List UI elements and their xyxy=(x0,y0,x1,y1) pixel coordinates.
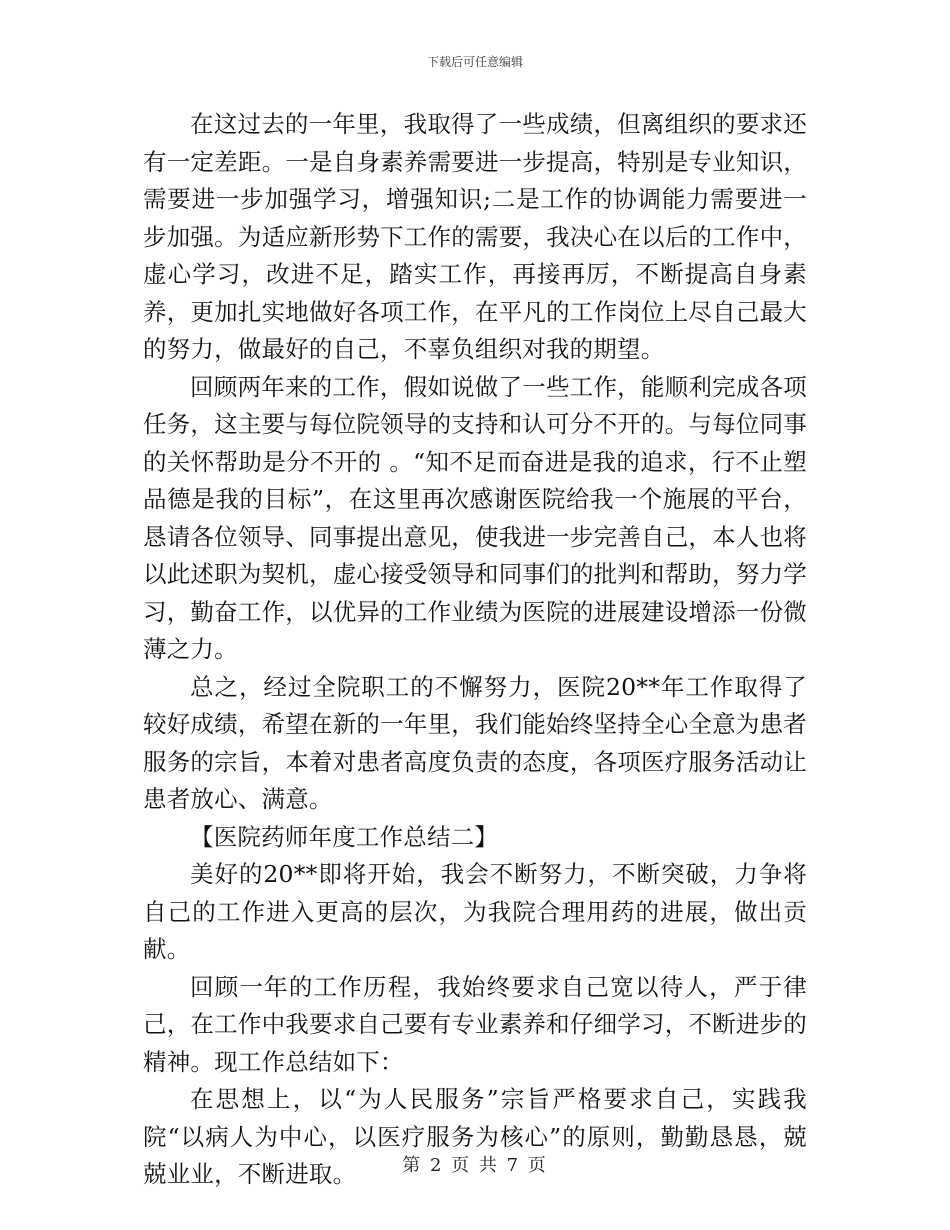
paragraph-self-assessment: 在这过去的一年里，我取得了一些成绩，但离组织的要求还有一定差距。一是自身素养需要进一步提高，特别是专业知识，需要进一步加强学习，增强知识;二是工作的协调能力需要进一步加强。为适应新形势下工作的需要，我决心在以后的工作中，虚心学习，改进不足，踏实工作，再接再厉，不断提高自身素养，更加扎实地做好各项工作，在平凡的工作岗位上尽自己最大的努力，做最好的自己，不辜负组织对我的期望。 xyxy=(143,110,807,363)
paragraph-review-one-year: 回顾一年的工作历程，我始终要求自己宽以待人，严于律己，在工作中我要求自己要有专业素养和仔细学习，不断进步的精神。现工作总结如下： xyxy=(143,972,807,1076)
paragraph-ideology: 在思想上，以“为人民服务”宗旨严格要求自己，实践我院“以病人为中心，以医疗服务为核心”的原则，勤勤恳恳，兢兢业业，不断进取。 xyxy=(143,1085,807,1188)
page-header: 下载后可任意编辑 xyxy=(426,55,523,69)
paragraph-new-year: 美好的20**即将开始，我会不断努力，不断突破，力争将自己的工作进入更高的层次，为我院合理用药的进展，做出贡献。 xyxy=(143,860,807,963)
paragraph-conclusion: 总之，经过全院职工的不懈努力，医院20**年工作取得了较好成绩，希望在新的一年里，我们能始终坚持全心全意为患者服务的宗旨，本着对患者高度负责的态度，各项医疗服务活动让患者放心、满意。 xyxy=(143,672,807,813)
paragraph-review-two-years: 回顾两年来的工作，假如说做了一些工作，能顺利完成各项任务，这主要与每位院领导的支持和认可分不开的。与每位同事的关怀帮助是分不开的 。“知不足而奋进是我的追求，行不止塑品德是我的目标”，在这里再次感谢医院给我一个施展的平台，恳请各位领导、同事提出意见，使我进一步完善自己，本人也将以此述职为契机，虚心接受领导和同事们的批判和帮助，努力学习，勤奋工作，以优异的工作业绩为医院的进展建设增添一份微薄之力。 xyxy=(143,372,807,663)
page-number: 第 2 页 共 7 页 xyxy=(402,1155,548,1176)
section-heading: 【医院药师年度工作总结二】 xyxy=(190,822,499,851)
document-body xyxy=(143,106,807,1194)
